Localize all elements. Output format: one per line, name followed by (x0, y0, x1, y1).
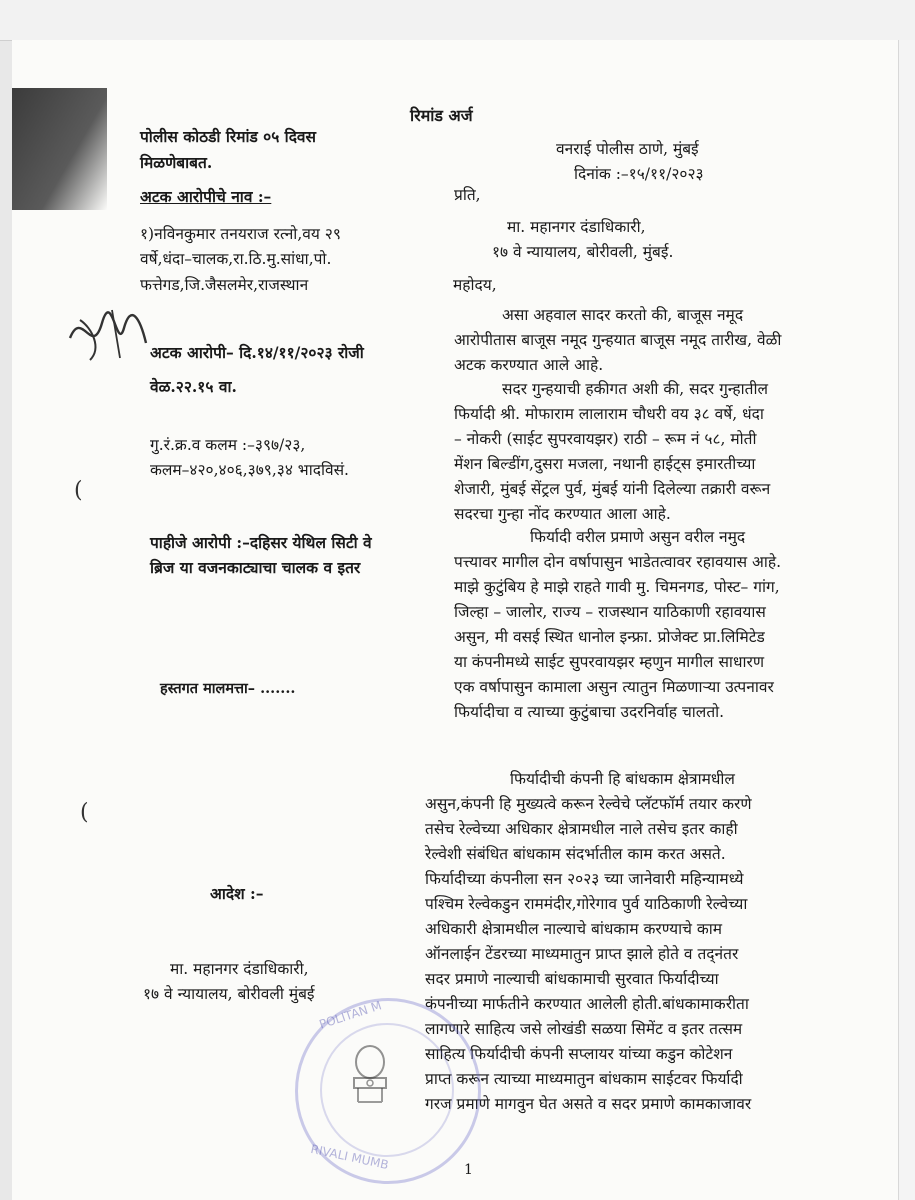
handwritten-signature (62, 298, 152, 368)
para-4-line: फिर्यादीच्या कंपनीला सन २०२३ च्या जानेवारी महिन्यामध्ये (425, 870, 744, 888)
accused-heading: अटक आरोपीचे नाव :– (140, 187, 272, 206)
para-4-line: तसेच रेल्वेच्या अधिकार क्षेत्रामधील नाले तसेच इतर काही (425, 820, 738, 838)
para-1-line: आरोपीतास बाजूस नमूद गुन्हयात बाजूस नमूद तारीख, वेळी (454, 331, 782, 349)
para-4-line: सदर प्रमाणे नाल्याची बांधकामाची सुरवात फिर्यादीच्या (425, 970, 719, 988)
national-emblem-icon (340, 1040, 400, 1115)
police-station: वनराई पोलीस ठाणे, मुंबई (556, 140, 699, 158)
order-heading: आदेश :– (210, 884, 264, 903)
wanted-line-2: ब्रिज या वजनकाट्याचा चालक व इतर (150, 558, 361, 577)
screenshot-top-bar (0, 0, 915, 41)
para-2-line: – नोकरी (साईट सुपरवायझर) राठी – रूम नं ५८, मोती (454, 430, 757, 448)
page-edge (898, 40, 915, 1200)
case-line-1: गु.रं.क्र.व कलम :–३९७/२३, (150, 436, 306, 454)
para-2-line: सदरचा गुन्हा नोंद करण्यात आला आहे. (454, 505, 671, 523)
arrest-line-1: अटक आरोपी– दि.१४/११/२०२३ रोजी (150, 343, 364, 362)
para-4-line: लागणारे साहित्य जसे लोखंडी सळया सिमेंट व इतर तत्सम (425, 1020, 743, 1038)
para-3-line: एक वर्षापासुन कामाला असुन त्यातुन मिळणाऱ्या उत्पनावर (454, 678, 774, 696)
para-4-line: रेल्वेशी संबंधित बांधकाम संदर्भातील काम करत असते. (425, 845, 726, 863)
para-2-line: सदर गुन्हयाची हकीगत अशी की, सदर गुन्हातील (502, 380, 769, 398)
addressee-line-1: मा. महानगर दंडाधिकारी, (507, 218, 646, 236)
para-4-line: प्राप्त करून त्याच्या माध्यमातुन बांधकाम साईटवर फिर्यादी (425, 1070, 743, 1088)
letter-date: दिनांक :–१५/११/२०२३ (574, 165, 704, 183)
para-3-line: जिल्हा – जालोर, राज्य – राजस्थान याठिकाणी रहावयास (454, 603, 766, 621)
wanted-line-1: पाहीजे आरोपी :–दहिसर येथिल सिटी वे (150, 533, 372, 552)
document-title: रिमांड अर्ज (410, 106, 473, 125)
salutation: महोदय, (453, 276, 497, 294)
para-3-line: फिर्यादी वरील प्रमाणे असुन वरील नमुद (530, 528, 746, 546)
case-line-2: कलम–४२०,४०६,३७९,३४ भादविसं. (150, 461, 349, 479)
punch-hole-mark: ( (80, 800, 89, 825)
seized-property: हस्तगत मालमत्ता– ....... (160, 680, 296, 697)
para-4-line: फिर्यादीची कंपनी हि बांधकाम क्षेत्रामधील (510, 770, 735, 788)
accused-line-2: वर्षे,धंदा–चालक,रा.ठि.मु.सांधा,पो. (140, 250, 332, 268)
page-number: 1 (464, 1162, 473, 1178)
subject-line-1: पोलीस कोठडी रिमांड ०५ दिवस (140, 127, 317, 146)
para-4-line: कंपनीच्या मार्फतीने करण्यात आलेली होती.बांधकामाकरीता (425, 995, 749, 1013)
para-2-line: मेंशन बिल्डींग,दुसरा मजला, नथानी हाईट्स इमारतीच्या (454, 455, 756, 473)
para-2-line: फिर्यादी श्री. मोफाराम लालाराम चौधरी वय ३८ वर्षे, धंदा (454, 405, 764, 423)
para-4-line: साहित्य फिर्यादीची कंपनी सप्लायर यांच्या कडुन कोटेशन (425, 1045, 733, 1063)
accused-line-1: १)नविनकुमार तनयराज रत्नो,वय २९ (140, 225, 341, 243)
accused-line-3: फत्तेगड,जि.जैसलमेर,राजस्थान (140, 276, 309, 294)
para-1-line: असा अहवाल सादर करतो की, बाजूस नमूद (502, 306, 744, 324)
para-2-line: शेजारी, मुंबई सेंट्रल पुर्व, मुंबई यांनी दिलेल्या तक्रारी वरून (454, 480, 771, 498)
para-3-line: फिर्यादीचा व त्याच्या कुटुंबाचा उदरनिर्वाह चालतो. (454, 703, 725, 721)
arrest-line-2: वेळ.२२.१५ वा. (150, 377, 237, 396)
para-3-line: माझे कुटुंबिय हे माझे राहते गावी मु. चिमनगड, पोस्ट– गांग, (454, 578, 780, 596)
stamp-text-top: POLITAN M (317, 998, 384, 1032)
para-4-line: गरज प्रमाणे मागवुन घेत असते व सदर प्रमाणे कामकाजावर (425, 1095, 752, 1113)
para-3-line: असुन, मी वसई स्थित धानोल इन्फ्रा. प्रोजेक्ट प्रा.लिमिटेड (454, 628, 765, 646)
addressee-line-2: १७ वे न्यायालय, बोरीवली, मुंबई. (492, 243, 674, 261)
punch-hole-mark: ( (74, 478, 83, 503)
order-line-2: १७ वे न्यायालय, बोरीवली मुंबई (143, 985, 315, 1003)
para-4-line: पश्चिम रेल्वेकडुन राममंदीर,गोरेगाव पुर्व याठिकाणी रेल्वेच्या (425, 895, 748, 913)
para-4-line: ऑनलाईन टेंडरच्या माध्यमातुन प्राप्त झाले होते व तद्नंतर (425, 945, 739, 963)
scan-shadow (12, 88, 107, 210)
para-4-line: अधिकारी क्षेत्रामधील नाल्याचे बांधकाम करण्याचे काम (425, 920, 723, 938)
para-1-line: अटक करण्यात आले आहे. (454, 356, 604, 374)
stamp-text-bottom: RIVALI MUMB (309, 1141, 390, 1173)
subject-line-2: मिळणेबाबत. (140, 153, 213, 172)
para-3-line: पत्त्यावर मागील दोन वर्षापासुन भाडेतत्वावर रहावयास आहे. (454, 553, 781, 571)
para-3-line: या कंपनीमध्ये साईट सुपरवायझर म्हणुन मागील साधारण (454, 653, 765, 671)
to-label: प्रति, (454, 186, 481, 204)
order-line-1: मा. महानगर दंडाधिकारी, (170, 960, 309, 978)
para-4-line: असुन,कंपनी हि मुख्यत्वे करून रेल्वेचे प्लॅटफॉर्म तयार करणे (425, 795, 752, 813)
